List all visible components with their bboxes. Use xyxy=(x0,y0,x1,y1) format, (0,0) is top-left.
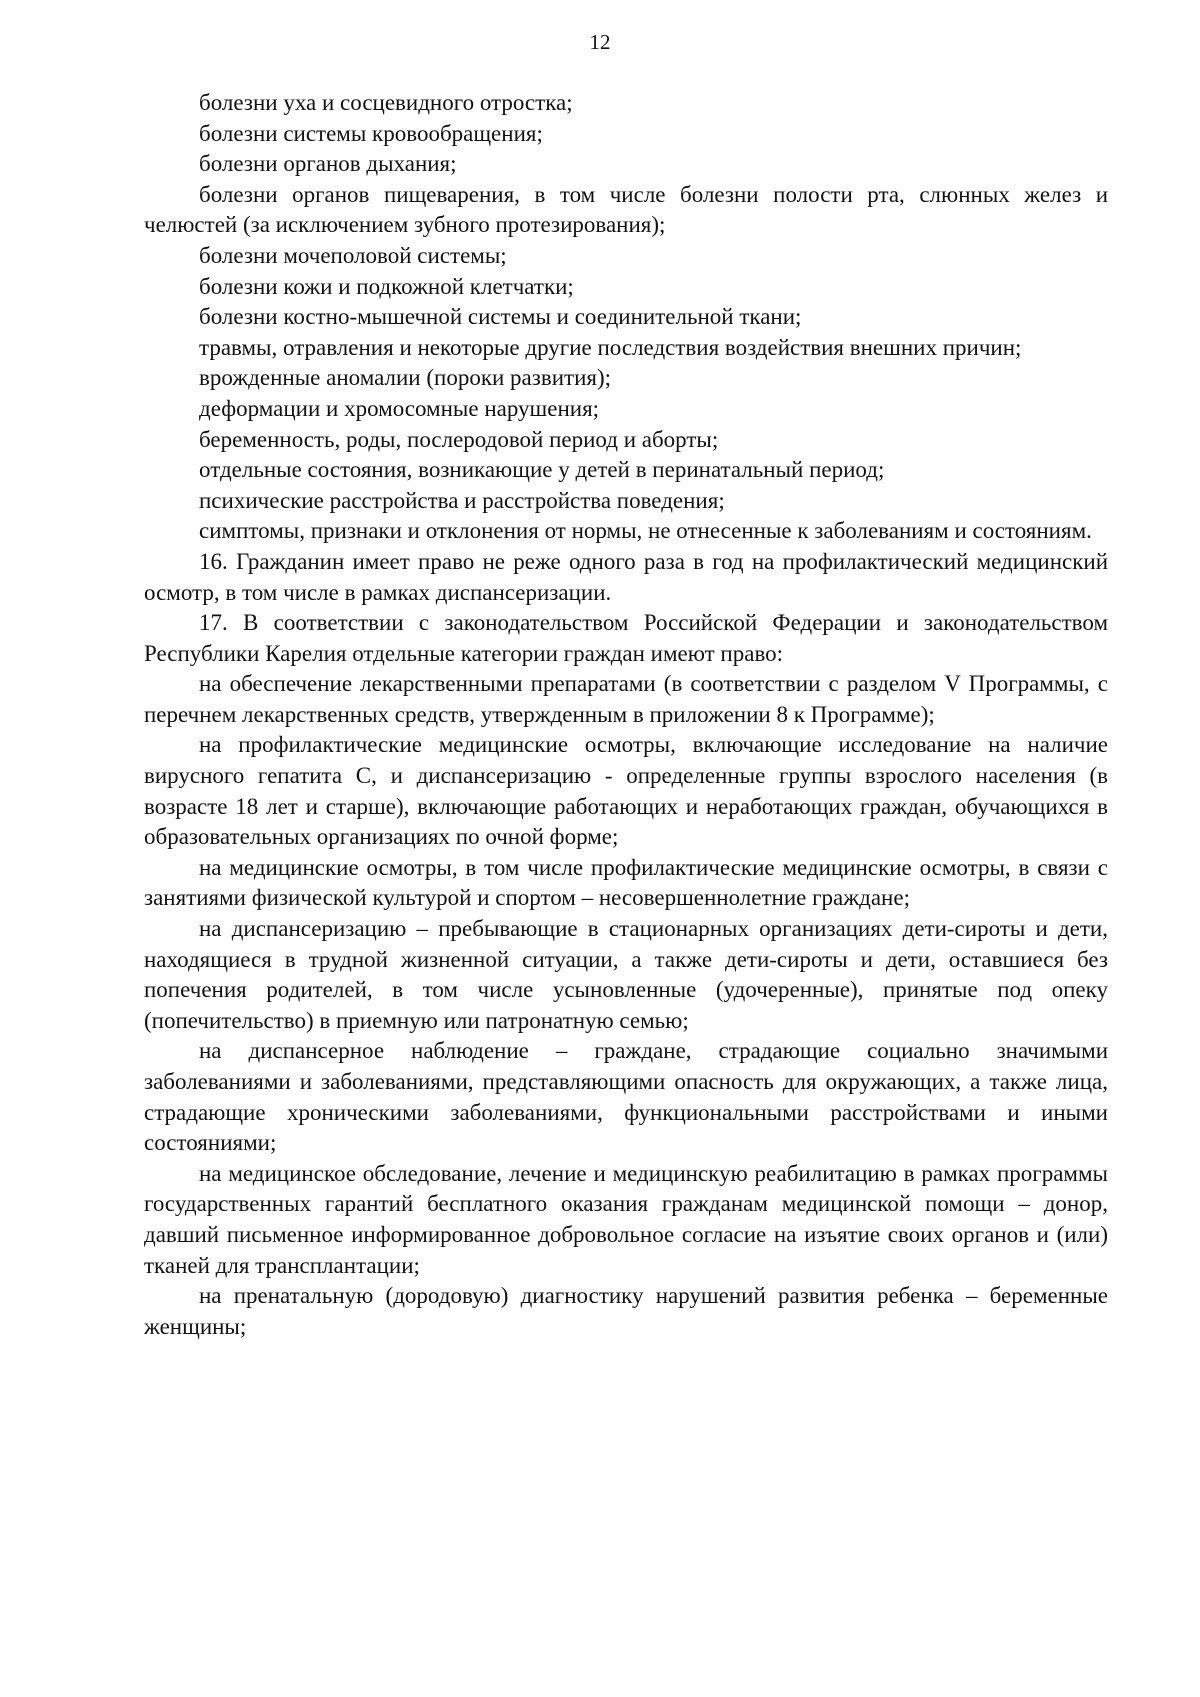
paragraph-digestive-diseases: болезни органов пищеварения, в том числе болезни полости рта, слюнных желез и челюстей (за исключением зубного протезирования); xyxy=(144,181,1108,238)
paragraph-dispensarization-children: на диспансеризацию – пребывающие в стационарных организациях дети-сироты и дети, находящиеся в трудной жизненной ситуации, а также дети-сироты и дети, оставшиеся без попечения родителей, в том числе усыновленные (удочеренные), принятые под опеку (попечительство) в приемную или патронатную семью; xyxy=(144,916,1108,1033)
document-body xyxy=(144,88,1108,1342)
paragraph-symptoms-signs: симптомы, признаки и отклонения от нормы, не отнесенные к заболеваниям и состояниям. xyxy=(199,518,1092,544)
paragraph-medical-examinations: на медицинские осмотры, в том числе профилактические медицинские осмотры, в связи с занятиями физической культурой и спортом – несовершеннолетние граждане; xyxy=(144,854,1108,911)
paragraph-musculoskeletal-diseases: болезни костно-мышечной системы и соединительной ткани; xyxy=(199,304,802,330)
paragraph-section-16: 16. Гражданин имеет право не реже одного раза в год на профилактический медицинский осмотр, в том числе в рамках диспансеризации. xyxy=(144,548,1108,605)
paragraph-medication-provision: на обеспечение лекарственными препаратами (в соответствии с разделом V Программы, с перечнем лекарственных средств, утвержденным в приложении 8 к Программе); xyxy=(144,671,1108,727)
paragraph-circulatory-diseases: болезни системы кровообращения; xyxy=(199,120,543,146)
paragraph-dispensary-observation: на диспансерное наблюдение – граждане, страдающие социально значимыми заболеваниями и заболеваниями, представляющими опасность для окружающих, а также лица, страдающие хроническими заболеваниями, функциональными расстройствами и иными состояниями; xyxy=(144,1038,1108,1156)
paragraph-prenatal-diagnostics: на пренатальную (дородовую) диагностику нарушений развития ребенка – беременные женщины; xyxy=(144,1283,1108,1339)
paragraph-preventive-examinations: на профилактические медицинские осмотры, включающие исследование на наличие вирусного гепатита С, и диспансеризацию - определенные группы взрослого населения (в возрасте 18 лет и старше), включающие работающих и неработающих граждан, обучающихся в образовательных организациях по очной форме; xyxy=(144,732,1108,850)
paragraph-chromosomal-disorders: деформации и хромосомные нарушения; xyxy=(199,395,600,421)
paragraph-injuries-poisonings: травмы, отравления и некоторые другие последствия воздействия внешних причин; xyxy=(199,334,1022,360)
paragraph-section-17: 17. В соответствии с законодательством Российской Федерации и законодательством Республики Карелия отдельные категории граждан имеют право: xyxy=(144,610,1108,666)
paragraph-ear-diseases: болезни уха и сосцевидного отростка; xyxy=(199,90,573,115)
paragraph-genitourinary-diseases: болезни мочеполовой системы; xyxy=(199,242,507,268)
paragraph-donor-rights: на медицинское обследование, лечение и медицинскую реабилитацию в рамках программы государственных гарантий бесплатного оказания гражданам медицинской помощи – донор, давший письменное информированное добровольное согласие на изъятие своих органов и (или) тканей для трансплантации; xyxy=(144,1160,1108,1278)
page-number: 12 xyxy=(589,30,611,54)
paragraph-perinatal-conditions: отдельные состояния, возникающие у детей в перинатальный период; xyxy=(199,457,885,483)
paragraph-skin-diseases: болезни кожи и подкожной клетчатки; xyxy=(199,273,574,299)
paragraph-pregnancy: беременность, роды, послеродовой период и аборты; xyxy=(199,426,719,452)
paragraph-congenital-anomalies: врожденные аномалии (пороки развития); xyxy=(199,365,612,391)
paragraph-mental-disorders: психические расстройства и расстройства поведения; xyxy=(199,487,725,513)
paragraph-respiratory-diseases: болезни органов дыхания; xyxy=(199,151,457,177)
